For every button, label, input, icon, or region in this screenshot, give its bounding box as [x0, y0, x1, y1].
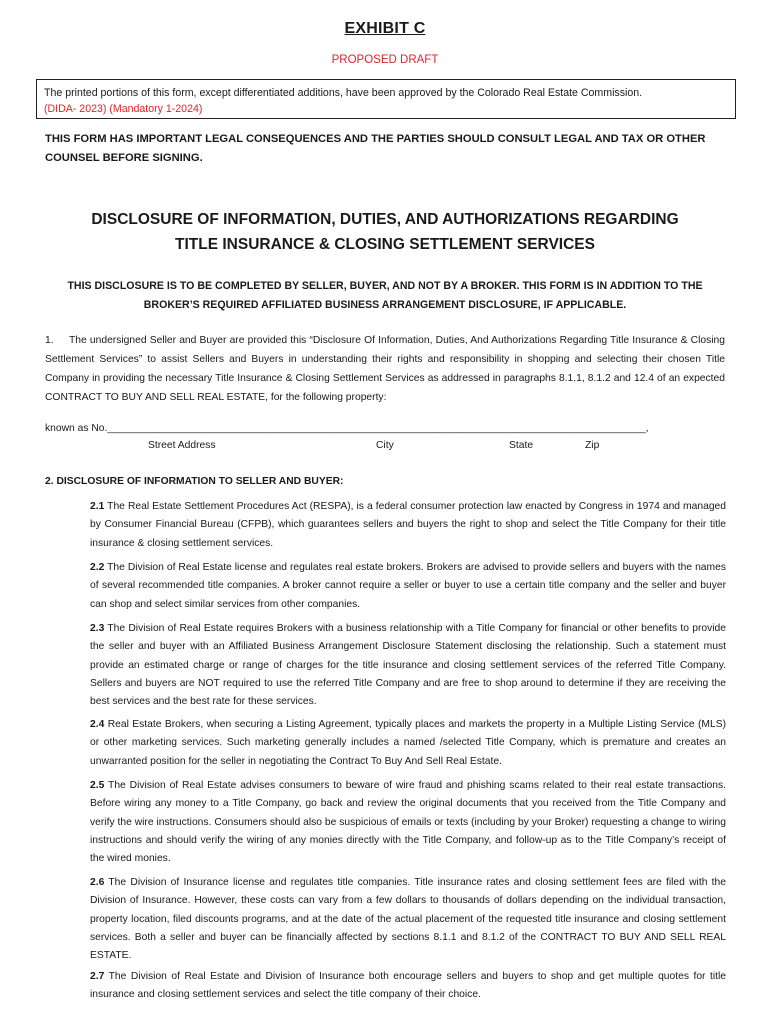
state-label: State [509, 440, 534, 451]
paragraph-text: The Division of Insurance license and regulates title companies. Title insurance rates and closing settlement fees are filed with the Division of Insurance. However, these costs can vary from a few dollars to thousands of dollars depending on the individual transaction, property location, filed discounts programs, and at the date of the actual placement of the requested title insurance and closing settlement services. Both a seller and buyer can be financially affected by sections 8.1.1 and 8.1.2 of the CONTRACT TO BUY AND SELL REAL ESTATE. [90, 877, 726, 962]
paragraph-number: 2.4 [90, 719, 105, 730]
paragraph-number: 2.7 [90, 971, 105, 982]
paragraph-2-3 [90, 620, 726, 711]
title-line-1: DISCLOSURE OF INFORMATION, DUTIES, AND AUTHORIZATIONS REGARDING [91, 211, 679, 228]
street-address-label: Street Address [148, 440, 216, 451]
city-label: City [376, 440, 394, 451]
section-2-heading: 2. DISCLOSURE OF INFORMATION TO SELLER AND BUYER: [45, 476, 344, 487]
paragraph-number: 2.5 [90, 780, 105, 791]
paragraph-number: 2.3 [90, 623, 105, 634]
paragraph-2-5 [90, 777, 726, 868]
paragraph-number: 2.1 [90, 501, 105, 512]
paragraph-number: 2.6 [90, 877, 105, 888]
instruction-line-2: BROKER’S REQUIRED AFFILIATED BUSINESS ARRANGEMENT DISCLOSURE, IF APPLICABLE. [143, 299, 627, 311]
property-address-line[interactable]: known as No.______________________________________________________________________________________________, [45, 423, 649, 434]
paragraph-text: The Division of Real Estate license and regulates real estate brokers. Brokers are advised to provide sellers and buyers with the names of several recommended title companies. A broker cannot require a seller or buyer to use a certain title company and the seller and buyer can shop and select similar services from other companies. [90, 562, 726, 610]
section-1-text: The undersigned Seller and Buyer are provided this “Disclosure Of Information, Duties, And Authorizations Regarding Title Insurance & Closing Settlement Services” to assist Sellers and Buyers in understanding their rights and responsibility in shopping and selecting their chosen Title Company in providing the necessary Title Insurance & Closing Settlement Services as addressed in paragraphs 8.1.1, 8.1.2 and 12.4 of an expected CONTRACT TO BUY AND SELL REAL ESTATE, for the following property: [45, 335, 725, 403]
paragraph-number: 2.2 [90, 562, 105, 573]
document-title [0, 207, 770, 257]
paragraph-text: The Division of Real Estate and Division of Insurance both encourage sellers and buyers to shop and get multiple quotes for title insurance and closing settlement services and select the title company of their choice. [90, 971, 726, 1001]
zip-label: Zip [585, 440, 600, 451]
completion-instruction [40, 277, 730, 315]
paragraph-2-6 [90, 874, 726, 965]
paragraph-2-7 [90, 968, 726, 1005]
approval-text: The printed portions of this form, except differentiated additions, have been approved by the Colorado Real Estate Commission. [44, 87, 643, 99]
paragraph-text: The Real Estate Settlement Procedures Act (RESPA), is a federal consumer protection law enacted by Congress in 1974 and managed by Consumer Financial Bureau (CFPB), which guarantees sellers and buyers the right to shop and select the Title Company for their title insurance & closing settlement services. [90, 501, 726, 549]
section-1-paragraph [45, 331, 725, 407]
paragraph-2-4 [90, 716, 726, 771]
section-1-number: 1. [45, 335, 54, 346]
paragraph-2-1 [90, 498, 726, 553]
approval-notice-box [36, 79, 736, 119]
paragraph-text: The Division of Real Estate advises consumers to beware of wire fraud and phishing scams related to their real estate transactions. Before wiring any money to a Title Company, go back and review the original documents that you received from the Title Company and verify the wire instructions. Consumers should also be suspicious of emails or texts (including by your Broker) requesting a change to wiring instructions and should verify the wiring of any monies directly with the Title Company, and follow-up as to the Title Company’s receipt of the wired monies. [90, 780, 726, 865]
form-code: (DIDA- 2023) (Mandatory 1-2024) [44, 103, 203, 115]
paragraph-2-2 [90, 559, 726, 614]
paragraph-text: Real Estate Brokers, when securing a Listing Agreement, typically places and markets the property in a Multiple Listing Service (MLS) or other marketing services. Such marketing generally includes a named /selected Title Company, which is premature and creates an unwarranted position for the seller in negotiating the Contract To Buy And Sell Real Estate. [90, 719, 726, 767]
draft-label: PROPOSED DRAFT [331, 54, 439, 66]
legal-consequences-notice: THIS FORM HAS IMPORTANT LEGAL CONSEQUENCES AND THE PARTIES SHOULD CONSULT LEGAL AND TAX OR OTHER COUNSEL BEFORE SIGNING. [45, 133, 706, 164]
exhibit-heading: EXHIBIT C [344, 20, 426, 37]
instruction-line-1: THIS DISCLOSURE IS TO BE COMPLETED BY SELLER, BUYER, AND NOT BY A BROKER. THIS FORM IS IN ADDITION TO THE [67, 280, 703, 292]
title-line-2: TITLE INSURANCE & CLOSING SETTLEMENT SERVICES [175, 236, 595, 253]
paragraph-text: The Division of Real Estate requires Brokers with a business relationship with a Title Company for financial or other benefits to provide the seller and buyer with an Affiliated Business Arrangement Disclosure Statement disclosing the relationship. Such a statement must provide an estimated charge or range of charges for the title insurance and closing settlement services of the referred Title Company. Sellers and buyers are NOT required to use the referred Title Company and are free to shop around to determine if they are receiving the best services and the best rate for these services. [90, 623, 726, 708]
